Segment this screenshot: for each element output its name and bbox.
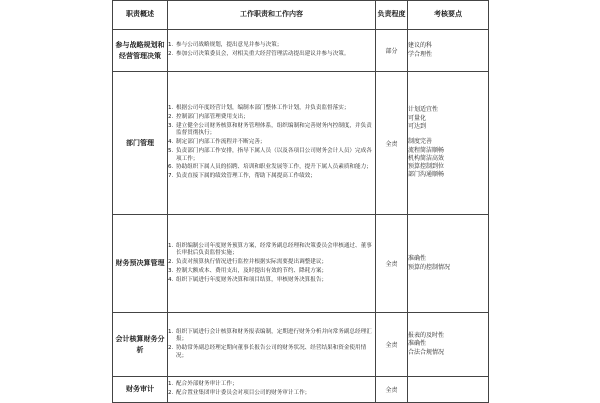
key-point: 部门沟通顺畅 [408,171,445,179]
table-row [113,215,489,313]
duty-item-number: 4. [168,276,174,283]
responsibility-degree: 全责 [376,72,408,215]
key-points [408,377,489,403]
duty-item [168,329,375,344]
duty-item [168,259,375,267]
duty-item [168,345,375,360]
duty-category: 财务预决算管理 [113,215,168,313]
table-row [113,30,489,72]
duty-item-text: 组织下属进行年度财务决算和项目结算，审核财务决算报告； [176,276,328,283]
key-point: 报表的及时性 [408,332,445,340]
duty-items [168,377,376,403]
key-points [408,313,489,377]
duty-item-text: 组织下属进行会计核算和财务报表编制，定期进行财务分析并向常务副总经理汇报； [176,328,372,343]
duty-item-text: 制定部门内部工作流程并不断完善； [176,139,266,146]
duty-item [168,51,375,59]
duty-item-number: 1. [168,242,174,249]
duty-item-text: 协助组织下属人员的招聘、培训和职业发展等工作，提升下属人员素质和能力； [176,164,372,171]
duty-category: 部门管理 [113,72,168,215]
duty-item [168,42,375,50]
key-point: 可达到 [408,122,427,130]
duty-item [168,148,375,163]
duty-item-number: 1. [168,381,174,388]
duty-items [168,313,376,377]
key-point: 预算的控制情况 [408,263,451,271]
duty-item-number: 7. [168,173,174,180]
responsibility-degree: 部分 [376,30,408,72]
key-point: 机构简洁高效 [408,154,445,162]
duty-item-number: 1. [168,328,174,335]
duty-item-text: 协助常务副总经理定期向董事长报告公司的财务状况、经营结果和资金使用情况； [176,345,367,359]
duty-item-number: 2. [168,345,174,351]
responsibility-degree: 全责 [376,215,408,313]
duty-item-number: 3. [168,267,174,274]
duty-item-number: 2. [168,259,174,266]
duty-item-text: 参加公司决策委员会，对相关重大经营管理活动提出建议并参与决策。 [176,51,350,57]
duty-item-text: 参与公司战略规划，提出意见并参与决策； [176,42,283,49]
duty-item-number: 2. [168,113,174,120]
key-points [408,72,489,215]
duty-item [168,164,375,172]
table-row [113,313,489,377]
duty-item [168,123,375,138]
header-duty-overview: 职责概述 [113,1,168,30]
key-point: 计划适宜性 [408,106,439,114]
duty-category: 参与战略规划和经营管理决策 [113,30,168,72]
duty-item-number: 2. [168,51,174,57]
duty-item [168,277,375,285]
duty-item-number: 4. [168,139,174,146]
duty-category: 财务审计 [113,377,168,403]
duty-items [168,72,376,215]
duty-item-number: 1. [168,105,174,112]
duty-item [168,173,375,181]
responsibility-degree: 全责 [376,313,408,377]
header-responsibility-degree: 负责程度 [376,1,408,30]
key-point: 准确性 [408,340,427,348]
key-point: 预算控制到位 [408,163,445,171]
duty-item-text: 组织编制公司年度财务预算方案，经常务副总经理和决策委员会审核通过、董事长审批后负责监督实施； [176,242,372,257]
duty-item [168,105,375,113]
key-point: 合法合规情况 [408,348,445,356]
duty-table-document [112,0,488,400]
duty-item-text: 负责部门内部工作安排，指导下属人员（以及各项目公司财务会计人员）完成各项工作； [176,147,372,162]
duty-item-text: 配合外部财务审计工作； [176,381,238,388]
duty-item-text: 建立健全公司财务核算和财务管理体系，组织编制和完善财务内控制度，并负责监督贯彻执行； [176,122,372,137]
duty-item-number: 2. [168,390,174,396]
key-points [408,30,489,72]
header-duty-content: 工作职责和工作内容 [168,1,376,30]
duty-item-text: 配合置业集团审计委员会对项目公司的财务审计工作； [176,390,311,396]
table-row [113,72,489,215]
key-point: 可量化 [408,114,427,122]
table-header-row [113,1,489,30]
table-body [113,30,489,403]
header-key-points: 考核要点 [408,1,489,30]
duty-item [168,114,375,122]
duty-item-text: 负责对预算执行情况进行监控并根据实际需要提出调整建议； [176,259,328,266]
duty-item [168,139,375,147]
duty-item-text: 控制大额成本、费用支出，及时提出有效的节约、降耗方案； [176,267,328,274]
duty-item [168,381,375,389]
duty-items [168,30,376,72]
duty-item-number: 1. [168,42,174,49]
table-row [113,377,489,403]
duty-table [112,0,489,403]
key-points [408,215,489,313]
responsibility-degree: 全责 [376,377,408,403]
key-point: 准确性 [408,255,427,263]
duty-items [168,215,376,313]
duty-item [168,390,375,398]
key-point: 流程简洁顺畅 [408,146,445,154]
duty-item-number: 6. [168,164,174,171]
key-point: 建议的科 [408,42,433,50]
key-point: 制度完善 [408,138,433,146]
duty-item-text: 负责直接下属的绩效管理工作，帮助下属提高工作绩效； [176,173,316,180]
duty-item-number: 3. [168,122,174,129]
duty-item [168,243,375,258]
duty-item [168,268,375,276]
key-point: 学合理性 [408,50,433,58]
duty-item-text: 控制部门内部管理费用支出； [176,113,249,120]
duty-item-number: 5. [168,147,174,154]
duty-item-text: 根据公司年度经营计划，编制本部门整体工作计划，并负责监督落实； [176,105,350,112]
duty-category: 会计核算财务分析 [113,313,168,377]
